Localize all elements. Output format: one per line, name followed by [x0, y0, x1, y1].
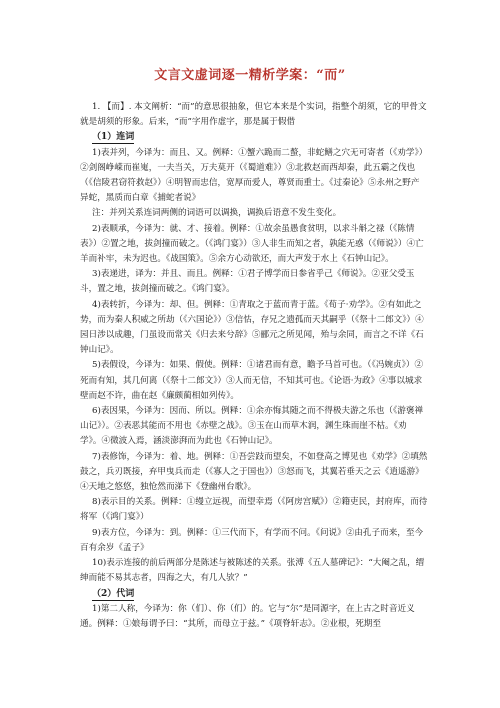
paragraph: 6)表因果，今译为：因而、所以。例释：①余亦悔其随之而不得极夫游之乐也（《游褒禅山记》）。②表恶其能而不用也《赤壁之战》。③玉在山而草木润，渊生珠而崖不枯。《劝学》。④微波入焉，涵淡澎湃而为此也《石钟山记》。: [80, 406, 424, 447]
paragraph: 10)表示连接的前后两部分是陈述与被陈述的关系。张溥《五人墓碑记》：“大阉之乱，缙绅而能不易其志者，四海之大，有几人欤？”: [80, 558, 425, 584]
page-title: 文言文虚词逐一精析学案：“而”: [154, 68, 346, 83]
document-body: [80, 100, 428, 632]
section-heading: （2）代词: [92, 588, 135, 599]
paragraph: 4)表转折，今译为：却、但。例释：①青取之于蓝而青于蓝。《荀子·劝学》。②有如此之势，而为秦人积威之所劫（《六国论》）③信怙，存兄之遗孤而天其嗣乎（《祭十二郎文》）④园日涉以成趣，门虽设而常关《归去来兮辞》⑤郦元之所见闻，殆与余同，而言之不详《石钟山记》。: [80, 299, 424, 356]
paragraph: 3)表递进，译为：并且、而且。例释：①君子博学而日参省乎己《师说》。②亚父受玉斗，置之地，拔剑撞而破之。《鸿门宴》。: [80, 269, 415, 295]
section-heading: （1）连词: [92, 132, 135, 143]
intro-paragraph: 1. 【而】. 本文阐析：“而”的意思很抽象，但它本来是个实词，指整个胡须，它的甲骨文就是胡须的形象。后来，“而”字用作虚字，那是属于假借: [80, 102, 427, 128]
paragraph: 2)表顺承，今译为：就、才、接着。例释：①故余虽愚食贫明，以求斗斛之禄（《陈情表》）②置之地，拔剑撞而破之。（《鸿门宴》）③人非生而知之者，孰能无惑（《师说》）④亡羊而补牢，未为迟也。《战国策》。⑤余方心动欲还，而大声发于水上《石钟山记》。: [80, 223, 424, 265]
paragraph: 5)表假设，今译为：如果、假使。例释：①诸君而有意，瞻予马首可也。（《冯婉贞》）②死而有知，其几何离（《祭十二郎文》）③人而无信，不知其可也。《论语·为政》④事以城求壁而赵不许，曲在赵《廉颇蔺相如列传》。: [80, 360, 424, 401]
section-pronoun: [80, 587, 428, 633]
paragraph: 9)表方位，今译为：到。例释：①三代而下，有学而不问。《问说》②由孔子而来，至今百有余岁《孟子》: [80, 527, 424, 553]
paragraph: 1)表并列，今译为：而且、又。例释：①蟹六跪而二螯，非蛇鳝之穴无可寄者（《劝学》）②剑阁峥嵘而崔嵬，一夫当关，万夫莫开（《蜀道难》）③北救赵而西却秦，此五霸之伐也（《信陵君窃符救赵》）④明智而忠信，宽厚而爱人，尊贤而重士。《过秦论》⑤永州之野产异蛇，黑质而白章《捕蛇者说》: [80, 147, 428, 204]
paragraph: 8)表示目的关系。例释：①缦立远视，而望幸焉（《阿房宫赋》）②籍吏民，封府库，而待将军（《鸿门宴》）: [80, 497, 428, 523]
paragraph: 7)表修饰，今译为：着、地。例释：①吾尝跂而望矣，不如登高之博见也《劝学》②填然鼓之，兵刃既接，弃甲曳兵而走（《寡人之于国也》）③怒而飞，其翼若垂天之云《逍遥游》④天地之悠悠，独怆然而涕下《登幽州台歌》。: [80, 451, 428, 493]
note-paragraph: 注：并列关系连词两侧的词语可以调换，调换后语意不发生变化。: [92, 208, 342, 219]
paragraph: 1)第二人称，今译为：你（们）、你（们）的。它与“尔”是同源字，在上古之时音近义通。例释：①娘每谓予曰：“其所，而母立于兹。”《项脊轩志》。②业根，死期至: [80, 603, 415, 629]
section-conjunction: [80, 130, 428, 586]
